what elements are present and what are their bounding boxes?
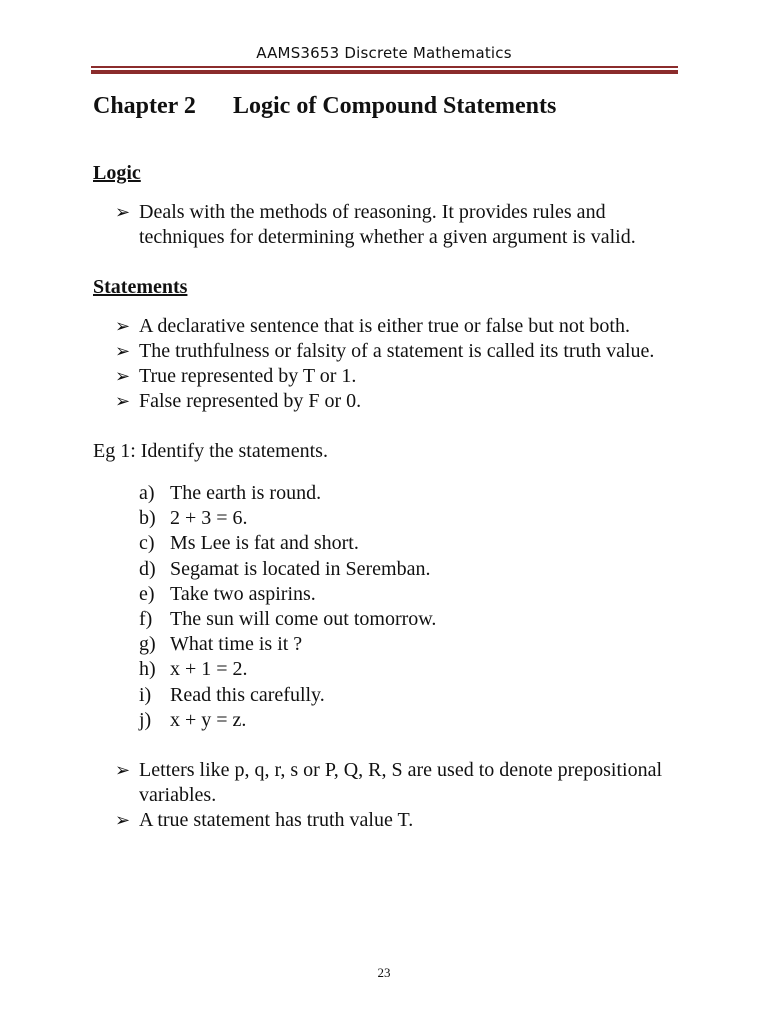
list-item [115, 389, 683, 414]
example-item-label: j) [139, 708, 152, 731]
example-item [139, 557, 683, 582]
page-content [93, 88, 683, 833]
example-item [139, 632, 683, 657]
header-rule-thick [91, 70, 678, 74]
chapter-name: Logic of Compound Statements [233, 93, 557, 119]
page-number: 23 [377, 965, 391, 980]
statements-bullet-list [93, 314, 683, 414]
example-item-text: Ms Lee is fat and short. [170, 532, 359, 555]
example-item [139, 582, 683, 607]
arrow-bullet-icon: ➢ [115, 391, 131, 411]
arrow-bullet-icon: ➢ [115, 366, 131, 386]
example-item-text: The earth is round. [170, 482, 322, 504]
example-item-label: i) [139, 683, 152, 706]
example-intro: Eg 1: Identify the statements. [93, 440, 328, 462]
example-item [139, 708, 683, 733]
logic-bullet-list [93, 200, 683, 250]
bullet-text: Deals with the methods of reasoning. It provides rules and techniques for determining whether a given argument is valid. [139, 201, 636, 248]
list-item [115, 758, 683, 808]
example-item-label: d) [139, 557, 156, 580]
example-item-label: c) [139, 532, 155, 555]
example-item-text: What time is it ? [170, 633, 303, 656]
example-item [139, 481, 683, 506]
list-item [115, 808, 683, 833]
example-item-label: e) [139, 582, 155, 605]
bullet-text: True represented by T or 1. [139, 365, 357, 387]
example-item-label: h) [139, 658, 156, 681]
example-item-text: The sun will come out tomorrow. [170, 608, 437, 631]
chapter-title [93, 88, 683, 124]
example-item-text: Segamat is located in Seremban. [170, 557, 431, 580]
arrow-bullet-icon: ➢ [115, 316, 131, 336]
example-item-label: a) [139, 482, 155, 504]
arrow-bullet-icon: ➢ [115, 760, 131, 781]
bullet-text: A declarative sentence that is either true or false but not both. [139, 315, 630, 337]
arrow-bullet-icon: ➢ [115, 810, 131, 831]
example-item-text: Take two aspirins. [170, 582, 316, 605]
bullet-text: False represented by F or 0. [139, 390, 362, 412]
example-item-text: x + 1 = 2. [170, 658, 248, 681]
example-item-label: b) [139, 507, 156, 530]
list-item [115, 200, 683, 250]
header-rule-thin [91, 66, 678, 68]
section-heading-logic: Logic [93, 162, 141, 184]
list-item [115, 339, 683, 364]
example-item [139, 531, 683, 556]
section-heading-statements: Statements [93, 276, 188, 298]
bullet-text: The truthfulness or falsity of a statement is called its truth value. [139, 340, 655, 362]
arrow-bullet-icon: ➢ [115, 341, 131, 361]
example-item [139, 657, 683, 682]
example-item [139, 607, 683, 632]
running-header: AAMS3653 Discrete Mathematics [256, 44, 512, 62]
example-item-label: f) [139, 608, 153, 631]
list-item [115, 364, 683, 389]
example-item-text: Read this carefully. [170, 683, 325, 706]
list-item [115, 314, 683, 339]
example-item-text: 2 + 3 = 6. [170, 507, 248, 530]
example-item-text: x + y = z. [170, 708, 247, 731]
chapter-number: Chapter 2 [93, 93, 196, 119]
arrow-bullet-icon: ➢ [115, 202, 131, 222]
example-item [139, 683, 683, 708]
example-item [139, 506, 683, 531]
notes-bullet-list [93, 758, 683, 833]
example-list [93, 481, 683, 733]
bullet-text: A true statement has truth value T. [139, 809, 414, 832]
bullet-text: Letters like p, q, r, s or P, Q, R, S are used to denote prepositional variables. [139, 759, 662, 807]
example-item-label: g) [139, 633, 156, 656]
